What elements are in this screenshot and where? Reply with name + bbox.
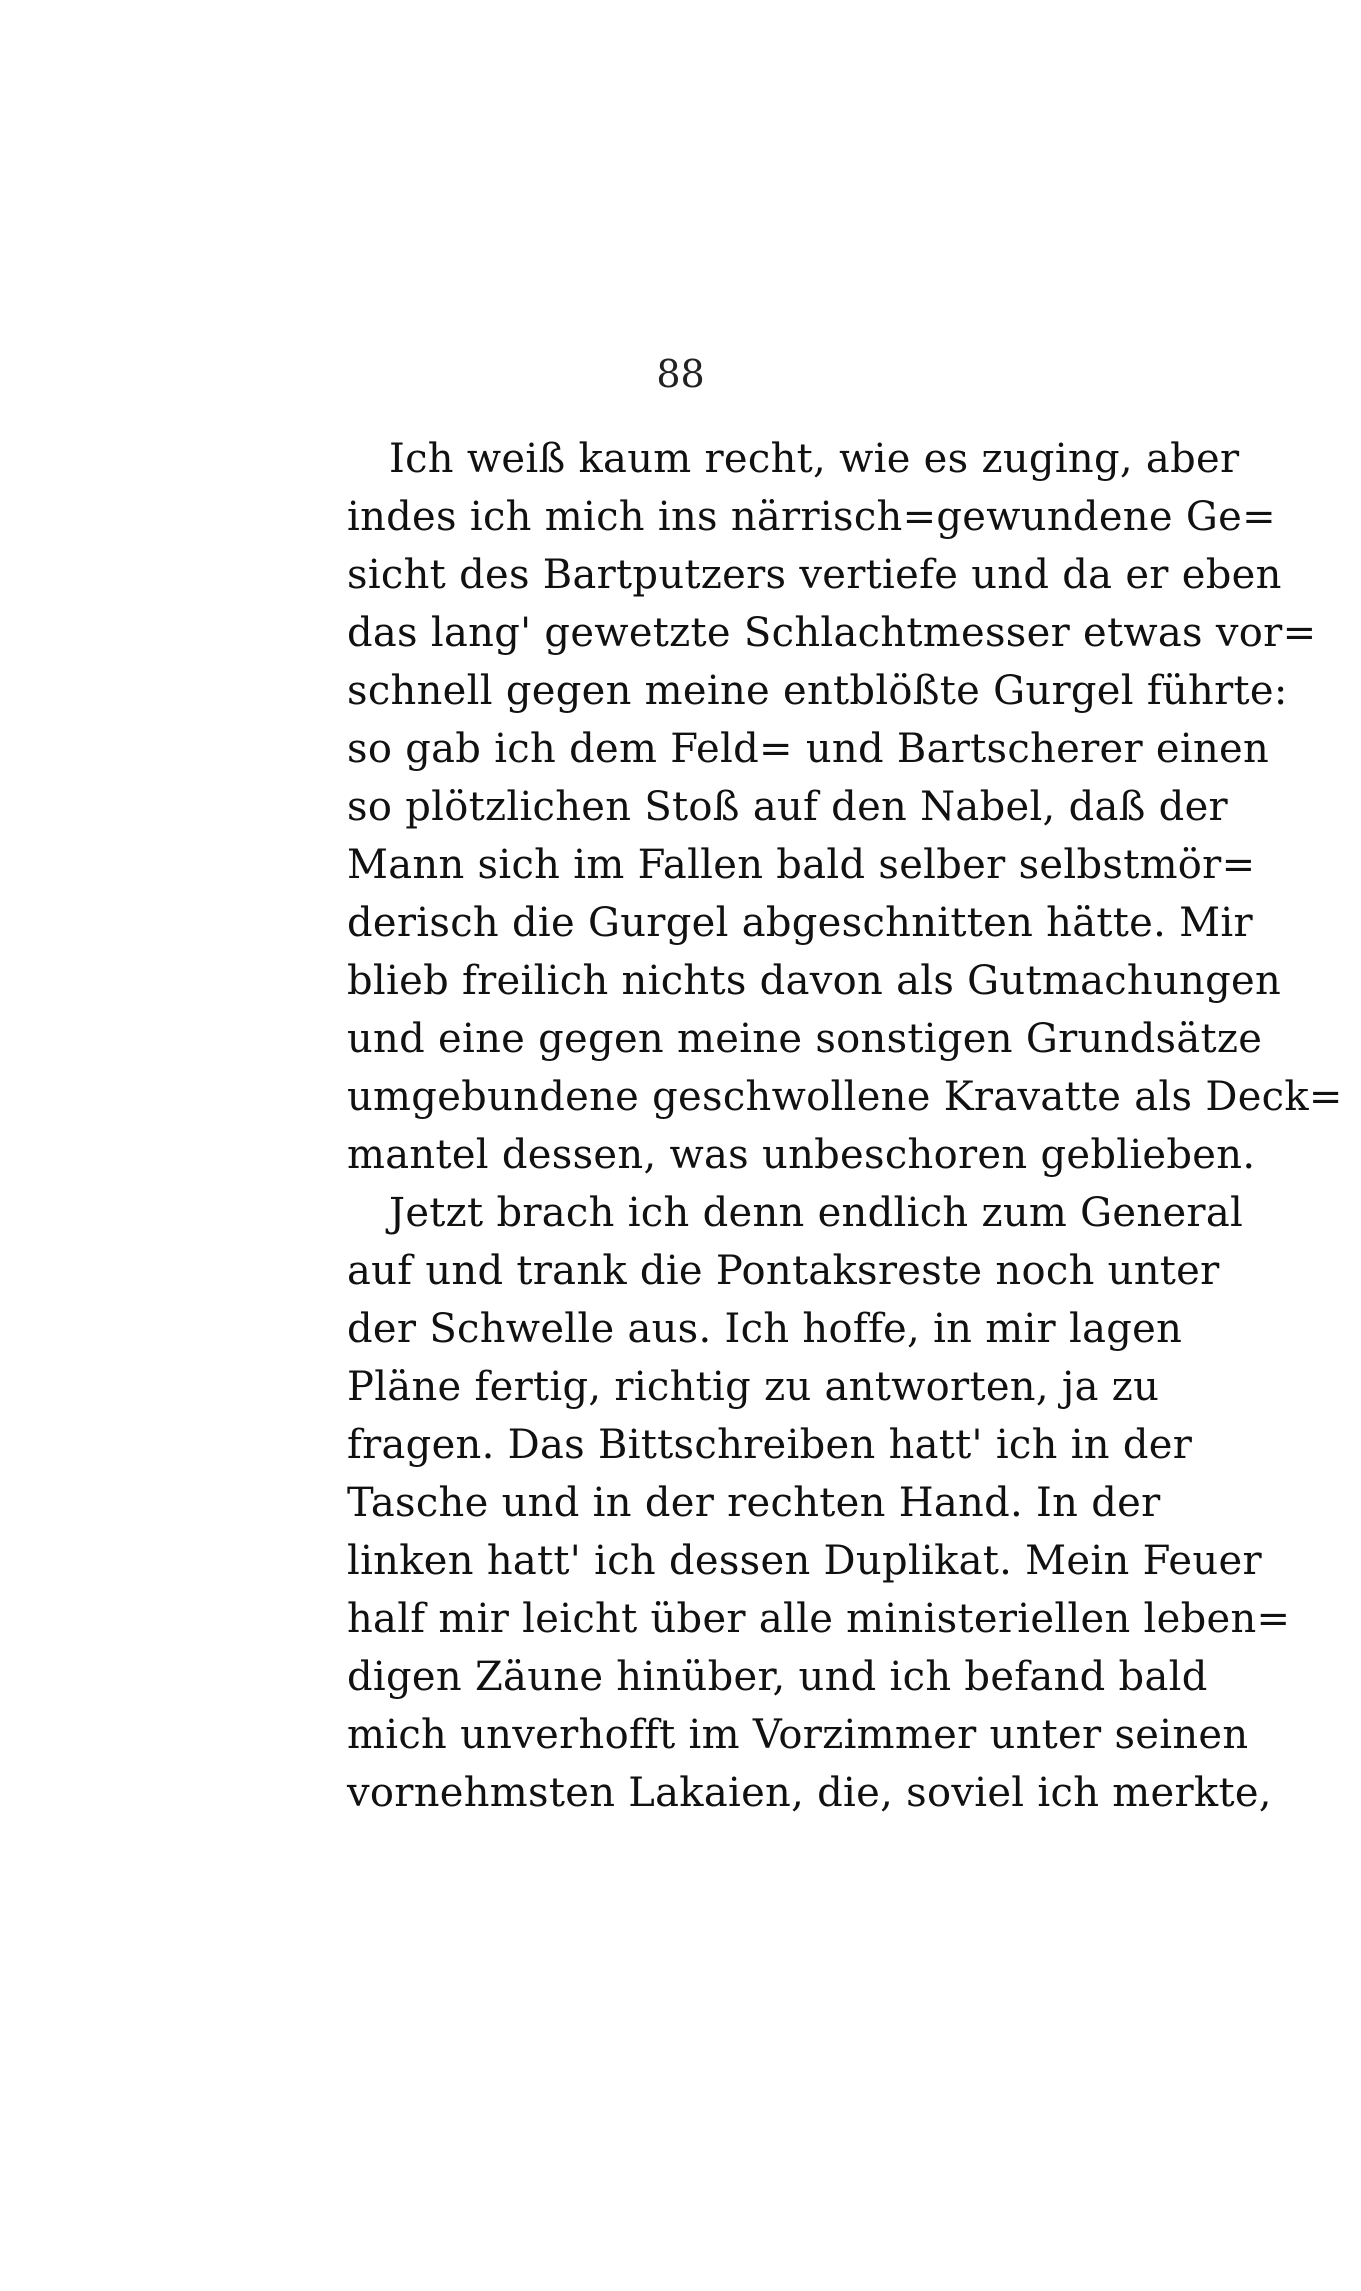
text-line: schnell gegen meine entblößte Gurgel führte: xyxy=(347,668,1288,714)
text-line: Pläne fertig, richtig zu antworten, ja zu xyxy=(347,1364,1160,1410)
text-line: derisch die Gurgel abgeschnitten hätte. Mir xyxy=(347,900,1253,946)
text-line: und eine gegen meine sonstigen Grundsätze xyxy=(347,1016,1263,1062)
body-text xyxy=(347,430,1343,1822)
text-line: mantel dessen, was unbeschoren geblieben. xyxy=(347,1132,1256,1178)
paragraph-2 xyxy=(347,1184,1291,1822)
text-line: auf und trank die Pontaksreste noch unter xyxy=(347,1248,1220,1294)
text-line: vornehmsten Lakaien, die, soviel ich merkte, xyxy=(347,1770,1272,1816)
text-line: indes ich mich ins närrisch=gewundene Ge= xyxy=(347,494,1276,540)
text-line: linken hatt' ich dessen Duplikat. Mein Feuer xyxy=(347,1538,1262,1584)
text-line: Ich weiß kaum recht, wie es zuging, aber xyxy=(389,436,1240,482)
text-line: blieb freilich nichts davon als Gutmachungen xyxy=(347,958,1282,1004)
text-line: das lang' gewetzte Schlachtmesser etwas vor= xyxy=(347,610,1317,656)
text-line: fragen. Das Bittschreiben hatt' ich in der xyxy=(347,1422,1193,1468)
page-number: 88 xyxy=(656,352,705,396)
paragraph-1 xyxy=(347,430,1343,1184)
text-line: der Schwelle aus. Ich hoffe, in mir lagen xyxy=(347,1306,1183,1352)
text-line: half mir leicht über alle ministeriellen leben= xyxy=(347,1596,1291,1642)
text-line: sicht des Bartputzers vertiefe und da er eben xyxy=(347,552,1282,598)
text-line: Tasche und in der rechten Hand. In der xyxy=(347,1480,1161,1526)
text-line: Mann sich im Fallen bald selber selbstmör= xyxy=(347,842,1256,888)
text-line: digen Zäune hinüber, und ich befand bald xyxy=(347,1654,1208,1700)
text-line: umgebundene geschwollene Kravatte als Deck= xyxy=(347,1074,1343,1120)
text-line: Jetzt brach ich denn endlich zum General xyxy=(389,1190,1244,1236)
text-line: mich unverhofft im Vorzimmer unter seinen xyxy=(347,1712,1249,1758)
text-line: so gab ich dem Feld= und Bartscherer einen xyxy=(347,726,1270,772)
text-line: so plötzlichen Stoß auf den Nabel, daß der xyxy=(347,784,1228,830)
